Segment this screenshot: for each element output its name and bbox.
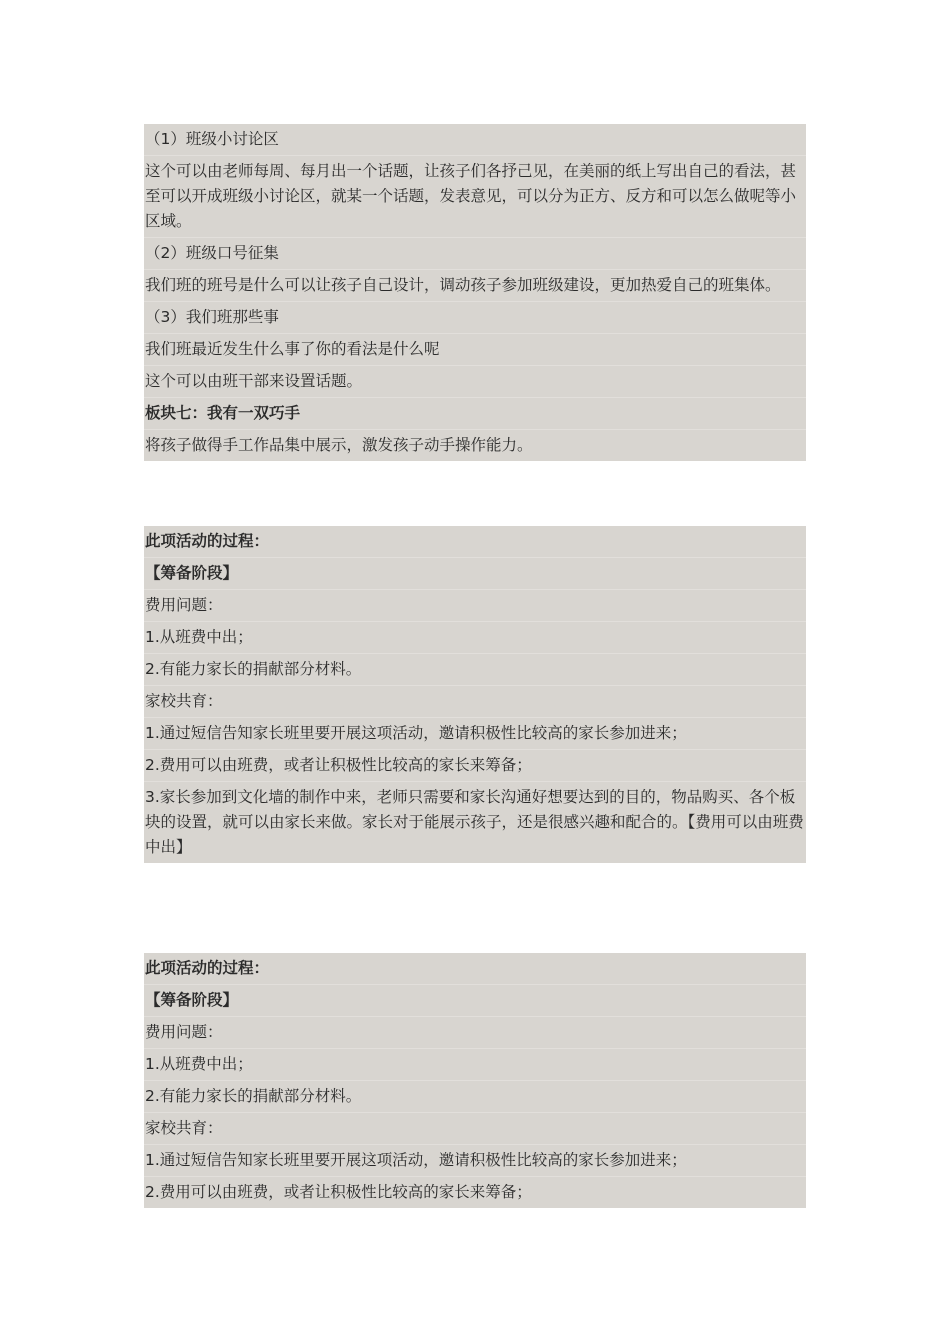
- paragraph-row: 费用问题：: [144, 1017, 806, 1049]
- paragraph-row: 家校共育：: [144, 686, 806, 718]
- paragraph-row: 2.费用可以由班费，或者让积极性比较高的家长来筹备；: [144, 750, 806, 782]
- paragraph-row: 板块七：我有一双巧手: [144, 398, 806, 430]
- paragraph-row: （1）班级小讨论区: [144, 124, 806, 156]
- paragraph-row: 1.通过短信告知家长班里要开展这项活动，邀请积极性比较高的家长参加进来；: [144, 1145, 806, 1177]
- paragraph-row: 家校共育：: [144, 1113, 806, 1145]
- paragraph-row: 2.有能力家长的捐献部分材料。: [144, 1081, 806, 1113]
- paragraph-row: 1.从班费中出；: [144, 622, 806, 654]
- paragraph-row: 【筹备阶段】: [144, 558, 806, 590]
- paragraph-row: （3）我们班那些事: [144, 302, 806, 334]
- paragraph-row: 费用问题：: [144, 590, 806, 622]
- paragraph-row: 我们班最近发生什么事了你的看法是什么呢: [144, 334, 806, 366]
- paragraph-row: 3.家长参加到文化墙的制作中来，老师只需要和家长沟通好想要达到的目的，物品购买、各个板块的设置，就可以由家长来做。家长对于能展示孩子，还是很感兴趣和配合的。【费用可以由班费中出】: [145, 788, 804, 856]
- text-block-process-1: [144, 526, 806, 863]
- paragraph-row: 1.从班费中出；: [144, 1049, 806, 1081]
- paragraph-row: （2）班级口号征集: [144, 238, 806, 270]
- paragraph-row: 我们班的班号是什么可以让孩子自己设计，调动孩子参加班级建设，更加热爱自己的班集体。: [144, 270, 806, 302]
- paragraph-row: 此项活动的过程：: [144, 526, 806, 558]
- paragraph-row: 这个可以由班干部来设置话题。: [144, 366, 806, 398]
- paragraph-row: 2.有能力家长的捐献部分材料。: [144, 654, 806, 686]
- paragraph-row: 将孩子做得手工作品集中展示，激发孩子动手操作能力。: [145, 436, 533, 454]
- paragraph-row: 【筹备阶段】: [144, 985, 806, 1017]
- paragraph-row: 1.通过短信告知家长班里要开展这项活动，邀请积极性比较高的家长参加进来；: [144, 718, 806, 750]
- text-block-discussion: [144, 124, 806, 461]
- text-block-process-2: [144, 953, 806, 1208]
- paragraph-row: 2.费用可以由班费，或者让积极性比较高的家长来筹备；: [145, 1183, 532, 1201]
- paragraph-row: 此项活动的过程：: [144, 953, 806, 985]
- paragraph-row: 这个可以由老师每周、每月出一个话题，让孩子们各抒己见，在美丽的纸上写出自己的看法，甚至可以开成班级小讨论区，就某一个话题，发表意见，可以分为正方、反方和可以怎么做呢等小区域。: [144, 156, 806, 238]
